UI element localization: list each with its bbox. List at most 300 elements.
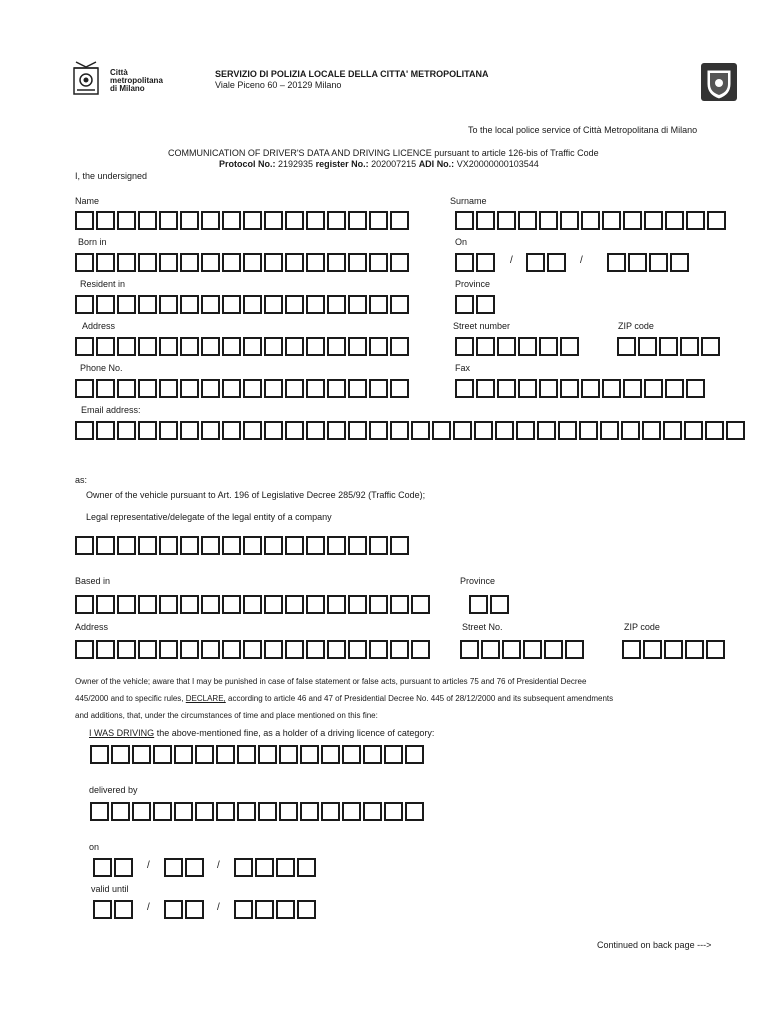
character-box[interactable] <box>455 295 474 314</box>
character-box[interactable] <box>342 802 361 821</box>
character-box[interactable] <box>216 745 235 764</box>
character-box[interactable] <box>279 745 298 764</box>
surname-input-boxes[interactable] <box>455 211 728 230</box>
character-box[interactable] <box>297 900 316 919</box>
character-box[interactable] <box>607 253 626 272</box>
character-box[interactable] <box>369 295 388 314</box>
character-box[interactable] <box>180 295 199 314</box>
character-box[interactable] <box>255 858 274 877</box>
character-box[interactable] <box>411 595 430 614</box>
character-box[interactable] <box>93 900 112 919</box>
character-box[interactable] <box>300 745 319 764</box>
character-box[interactable] <box>469 595 488 614</box>
character-box[interactable] <box>222 640 241 659</box>
street-number-input-boxes[interactable] <box>455 337 581 356</box>
character-box[interactable] <box>686 211 705 230</box>
character-box[interactable] <box>476 295 495 314</box>
character-box[interactable] <box>476 379 495 398</box>
character-box[interactable] <box>117 595 136 614</box>
character-box[interactable] <box>243 421 262 440</box>
character-box[interactable] <box>117 337 136 356</box>
character-box[interactable] <box>243 253 262 272</box>
character-box[interactable] <box>476 253 495 272</box>
character-box[interactable] <box>185 900 204 919</box>
character-box[interactable] <box>96 337 115 356</box>
company-name-input-boxes[interactable] <box>75 536 411 555</box>
character-box[interactable] <box>285 421 304 440</box>
character-box[interactable] <box>276 858 295 877</box>
character-box[interactable] <box>348 211 367 230</box>
character-box[interactable] <box>558 421 577 440</box>
character-box[interactable] <box>159 536 178 555</box>
character-box[interactable] <box>490 595 509 614</box>
character-box[interactable] <box>526 253 545 272</box>
character-box[interactable] <box>222 379 241 398</box>
character-box[interactable] <box>75 379 94 398</box>
character-box[interactable] <box>138 421 157 440</box>
character-box[interactable] <box>264 595 283 614</box>
character-box[interactable] <box>664 640 683 659</box>
character-box[interactable] <box>390 253 409 272</box>
character-box[interactable] <box>180 421 199 440</box>
character-box[interactable] <box>306 253 325 272</box>
service-title: SERVIZIO DI POLIZIA LOCALE DELLA CITTA' METROPOLITANA <box>215 69 489 79</box>
character-box[interactable] <box>327 595 346 614</box>
character-box[interactable] <box>369 536 388 555</box>
zip-code-input-boxes[interactable] <box>617 337 722 356</box>
character-box[interactable] <box>117 640 136 659</box>
character-box[interactable] <box>684 421 703 440</box>
resident-in-input-boxes[interactable] <box>75 295 411 314</box>
character-box[interactable] <box>638 337 657 356</box>
character-box[interactable] <box>622 640 641 659</box>
character-box[interactable] <box>216 802 235 821</box>
licence-expiry-month-boxes[interactable] <box>164 900 206 919</box>
character-box[interactable] <box>300 802 319 821</box>
licence-issue-year-boxes[interactable] <box>234 858 318 877</box>
character-box[interactable] <box>117 295 136 314</box>
character-box[interactable] <box>643 640 662 659</box>
character-box[interactable] <box>180 211 199 230</box>
character-box[interactable] <box>159 253 178 272</box>
character-box[interactable] <box>195 802 214 821</box>
character-box[interactable] <box>96 295 115 314</box>
character-box[interactable] <box>117 253 136 272</box>
character-box[interactable] <box>306 640 325 659</box>
character-box[interactable] <box>369 211 388 230</box>
character-box[interactable] <box>96 211 115 230</box>
character-box[interactable] <box>264 253 283 272</box>
character-box[interactable] <box>195 745 214 764</box>
character-box[interactable] <box>222 211 241 230</box>
character-box[interactable] <box>602 211 621 230</box>
character-box[interactable] <box>623 379 642 398</box>
character-box[interactable] <box>180 640 199 659</box>
address-input-boxes[interactable] <box>75 337 411 356</box>
character-box[interactable] <box>237 802 256 821</box>
character-box[interactable] <box>114 858 133 877</box>
character-box[interactable] <box>243 640 262 659</box>
character-box[interactable] <box>384 745 403 764</box>
character-box[interactable] <box>237 745 256 764</box>
character-box[interactable] <box>285 337 304 356</box>
character-box[interactable] <box>518 211 537 230</box>
character-box[interactable] <box>138 595 157 614</box>
character-box[interactable] <box>348 640 367 659</box>
character-box[interactable] <box>348 337 367 356</box>
character-box[interactable] <box>96 640 115 659</box>
character-box[interactable] <box>348 379 367 398</box>
character-box[interactable] <box>685 640 704 659</box>
character-box[interactable] <box>581 211 600 230</box>
character-box[interactable] <box>138 640 157 659</box>
character-box[interactable] <box>234 900 253 919</box>
character-box[interactable] <box>495 421 514 440</box>
character-box[interactable] <box>516 421 535 440</box>
character-box[interactable] <box>285 211 304 230</box>
character-box[interactable] <box>497 337 516 356</box>
character-box[interactable] <box>642 421 661 440</box>
company-zip-code-input-boxes[interactable] <box>622 640 727 659</box>
character-box[interactable] <box>327 640 346 659</box>
licence-issue-day-boxes[interactable] <box>93 858 135 877</box>
character-box[interactable] <box>476 211 495 230</box>
character-box[interactable] <box>432 421 451 440</box>
character-box[interactable] <box>390 421 409 440</box>
character-box[interactable] <box>680 337 699 356</box>
character-box[interactable] <box>390 295 409 314</box>
character-box[interactable] <box>539 379 558 398</box>
character-box[interactable] <box>90 745 109 764</box>
character-box[interactable] <box>455 211 474 230</box>
character-box[interactable] <box>369 253 388 272</box>
character-box[interactable] <box>243 379 262 398</box>
character-box[interactable] <box>455 253 474 272</box>
character-box[interactable] <box>544 640 563 659</box>
character-box[interactable] <box>117 536 136 555</box>
character-box[interactable] <box>75 421 94 440</box>
character-box[interactable] <box>159 595 178 614</box>
character-box[interactable] <box>285 640 304 659</box>
character-box[interactable] <box>460 640 479 659</box>
character-box[interactable] <box>390 211 409 230</box>
character-box[interactable] <box>138 379 157 398</box>
character-box[interactable] <box>686 379 705 398</box>
character-box[interactable] <box>644 379 663 398</box>
licence-expiry-day-boxes[interactable] <box>93 900 135 919</box>
character-box[interactable] <box>138 295 157 314</box>
character-box[interactable] <box>285 295 304 314</box>
character-box[interactable] <box>138 211 157 230</box>
character-box[interactable] <box>75 295 94 314</box>
character-box[interactable] <box>306 337 325 356</box>
character-box[interactable] <box>369 337 388 356</box>
character-box[interactable] <box>201 536 220 555</box>
delivered-by-input-boxes[interactable] <box>90 802 426 821</box>
character-box[interactable] <box>201 421 220 440</box>
character-box[interactable] <box>243 211 262 230</box>
character-box[interactable] <box>560 337 579 356</box>
legal-representative-option: Legal representative/delegate of the legal entity of a company <box>86 512 332 522</box>
character-box[interactable] <box>222 595 241 614</box>
character-box[interactable] <box>327 421 346 440</box>
company-province-input-boxes[interactable] <box>469 595 511 614</box>
phone-input-boxes[interactable] <box>75 379 411 398</box>
licence-issue-month-boxes[interactable] <box>164 858 206 877</box>
character-box[interactable] <box>276 900 295 919</box>
date-separator: / <box>510 255 513 266</box>
character-box[interactable] <box>159 337 178 356</box>
character-box[interactable] <box>153 802 172 821</box>
character-box[interactable] <box>369 421 388 440</box>
character-box[interactable] <box>264 421 283 440</box>
character-box[interactable] <box>159 211 178 230</box>
character-box[interactable] <box>222 337 241 356</box>
born-in-input-boxes[interactable] <box>75 253 411 272</box>
character-box[interactable] <box>174 802 193 821</box>
character-box[interactable] <box>138 253 157 272</box>
character-box[interactable] <box>243 595 262 614</box>
character-box[interactable] <box>201 295 220 314</box>
character-box[interactable] <box>565 640 584 659</box>
character-box[interactable] <box>138 536 157 555</box>
character-box[interactable] <box>649 253 668 272</box>
character-box[interactable] <box>132 802 151 821</box>
character-box[interactable] <box>201 211 220 230</box>
character-box[interactable] <box>174 745 193 764</box>
character-box[interactable] <box>726 421 745 440</box>
character-box[interactable] <box>222 253 241 272</box>
character-box[interactable] <box>342 745 361 764</box>
character-box[interactable] <box>201 253 220 272</box>
company-address-input-boxes[interactable] <box>75 640 432 659</box>
birth-year-boxes[interactable] <box>607 253 691 272</box>
character-box[interactable] <box>701 337 720 356</box>
character-box[interactable] <box>623 211 642 230</box>
character-box[interactable] <box>96 379 115 398</box>
character-box[interactable] <box>96 253 115 272</box>
character-box[interactable] <box>348 421 367 440</box>
character-box[interactable] <box>363 802 382 821</box>
character-box[interactable] <box>285 379 304 398</box>
character-box[interactable] <box>476 337 495 356</box>
character-box[interactable] <box>518 379 537 398</box>
character-box[interactable] <box>243 337 262 356</box>
character-box[interactable] <box>96 595 115 614</box>
character-box[interactable] <box>201 595 220 614</box>
character-box[interactable] <box>117 379 136 398</box>
character-box[interactable] <box>384 802 403 821</box>
character-box[interactable] <box>706 640 725 659</box>
character-box[interactable] <box>707 211 726 230</box>
character-box[interactable] <box>348 295 367 314</box>
character-box[interactable] <box>96 536 115 555</box>
character-box[interactable] <box>164 858 183 877</box>
character-box[interactable] <box>518 337 537 356</box>
character-box[interactable] <box>114 900 133 919</box>
character-box[interactable] <box>390 379 409 398</box>
character-box[interactable] <box>537 421 556 440</box>
character-box[interactable] <box>255 900 274 919</box>
birth-day-boxes[interactable] <box>455 253 497 272</box>
based-in-input-boxes[interactable] <box>75 595 432 614</box>
character-box[interactable] <box>327 253 346 272</box>
character-box[interactable] <box>138 337 157 356</box>
name-input-boxes[interactable] <box>75 211 411 230</box>
character-box[interactable] <box>327 295 346 314</box>
character-box[interactable] <box>363 745 382 764</box>
character-box[interactable] <box>547 253 566 272</box>
character-box[interactable] <box>285 595 304 614</box>
character-box[interactable] <box>222 295 241 314</box>
character-box[interactable] <box>411 640 430 659</box>
character-box[interactable] <box>539 337 558 356</box>
character-box[interactable] <box>222 536 241 555</box>
character-box[interactable] <box>474 421 493 440</box>
character-box[interactable] <box>159 379 178 398</box>
character-box[interactable] <box>348 536 367 555</box>
character-box[interactable] <box>602 379 621 398</box>
character-box[interactable] <box>180 337 199 356</box>
character-box[interactable] <box>523 640 542 659</box>
character-box[interactable] <box>90 802 109 821</box>
character-box[interactable] <box>665 379 684 398</box>
character-box[interactable] <box>390 595 409 614</box>
character-box[interactable] <box>132 745 151 764</box>
character-box[interactable] <box>159 421 178 440</box>
character-box[interactable] <box>96 421 115 440</box>
fax-input-boxes[interactable] <box>455 379 707 398</box>
character-box[interactable] <box>617 337 636 356</box>
character-box[interactable] <box>327 337 346 356</box>
character-box[interactable] <box>369 640 388 659</box>
character-box[interactable] <box>644 211 663 230</box>
character-box[interactable] <box>285 253 304 272</box>
character-box[interactable] <box>201 379 220 398</box>
licence-category-input-boxes[interactable] <box>90 745 426 764</box>
character-box[interactable] <box>201 337 220 356</box>
character-box[interactable] <box>117 421 136 440</box>
character-box[interactable] <box>306 295 325 314</box>
character-box[interactable] <box>75 595 94 614</box>
character-box[interactable] <box>390 536 409 555</box>
character-box[interactable] <box>75 337 94 356</box>
character-box[interactable] <box>481 640 500 659</box>
character-box[interactable] <box>117 211 136 230</box>
character-box[interactable] <box>327 379 346 398</box>
character-box[interactable] <box>264 337 283 356</box>
birth-month-boxes[interactable] <box>526 253 568 272</box>
character-box[interactable] <box>185 858 204 877</box>
character-box[interactable] <box>579 421 598 440</box>
character-box[interactable] <box>264 640 283 659</box>
character-box[interactable] <box>560 211 579 230</box>
licence-expiry-year-boxes[interactable] <box>234 900 318 919</box>
character-box[interactable] <box>411 421 430 440</box>
character-box[interactable] <box>453 421 472 440</box>
character-box[interactable] <box>455 379 474 398</box>
company-street-no-input-boxes[interactable] <box>460 640 586 659</box>
character-box[interactable] <box>497 379 516 398</box>
character-box[interactable] <box>306 536 325 555</box>
character-box[interactable] <box>243 536 262 555</box>
character-box[interactable] <box>264 295 283 314</box>
email-input-boxes[interactable] <box>75 421 747 440</box>
character-box[interactable] <box>264 379 283 398</box>
character-box[interactable] <box>321 745 340 764</box>
character-box[interactable] <box>670 253 689 272</box>
character-box[interactable] <box>600 421 619 440</box>
character-box[interactable] <box>405 802 424 821</box>
character-box[interactable] <box>306 421 325 440</box>
character-box[interactable] <box>258 745 277 764</box>
character-box[interactable] <box>369 379 388 398</box>
character-box[interactable] <box>560 379 579 398</box>
character-box[interactable] <box>497 211 516 230</box>
character-box[interactable] <box>369 595 388 614</box>
character-box[interactable] <box>285 536 304 555</box>
character-box[interactable] <box>111 802 130 821</box>
character-box[interactable] <box>153 745 172 764</box>
character-box[interactable] <box>539 211 558 230</box>
character-box[interactable] <box>111 745 130 764</box>
character-box[interactable] <box>306 379 325 398</box>
character-box[interactable] <box>180 253 199 272</box>
character-box[interactable] <box>75 211 94 230</box>
character-box[interactable] <box>180 536 199 555</box>
character-box[interactable] <box>455 337 474 356</box>
character-box[interactable] <box>659 337 678 356</box>
character-box[interactable] <box>621 421 640 440</box>
character-box[interactable] <box>164 900 183 919</box>
character-box[interactable] <box>159 295 178 314</box>
character-box[interactable] <box>502 640 521 659</box>
character-box[interactable] <box>390 337 409 356</box>
character-box[interactable] <box>264 211 283 230</box>
character-box[interactable] <box>297 858 316 877</box>
character-box[interactable] <box>201 640 220 659</box>
character-box[interactable] <box>663 421 682 440</box>
character-box[interactable] <box>159 640 178 659</box>
character-box[interactable] <box>180 379 199 398</box>
character-box[interactable] <box>75 536 94 555</box>
character-box[interactable] <box>628 253 647 272</box>
character-box[interactable] <box>75 253 94 272</box>
character-box[interactable] <box>321 802 340 821</box>
character-box[interactable] <box>665 211 684 230</box>
character-box[interactable] <box>327 211 346 230</box>
character-box[interactable] <box>93 858 112 877</box>
character-box[interactable] <box>279 802 298 821</box>
character-box[interactable] <box>264 536 283 555</box>
character-box[interactable] <box>306 211 325 230</box>
character-box[interactable] <box>705 421 724 440</box>
character-box[interactable] <box>243 295 262 314</box>
character-box[interactable] <box>306 595 325 614</box>
character-box[interactable] <box>581 379 600 398</box>
character-box[interactable] <box>327 536 346 555</box>
province-input-boxes[interactable] <box>455 295 497 314</box>
character-box[interactable] <box>405 745 424 764</box>
character-box[interactable] <box>180 595 199 614</box>
character-box[interactable] <box>348 595 367 614</box>
character-box[interactable] <box>222 421 241 440</box>
character-box[interactable] <box>234 858 253 877</box>
character-box[interactable] <box>75 640 94 659</box>
character-box[interactable] <box>258 802 277 821</box>
character-box[interactable] <box>348 253 367 272</box>
character-box[interactable] <box>390 640 409 659</box>
